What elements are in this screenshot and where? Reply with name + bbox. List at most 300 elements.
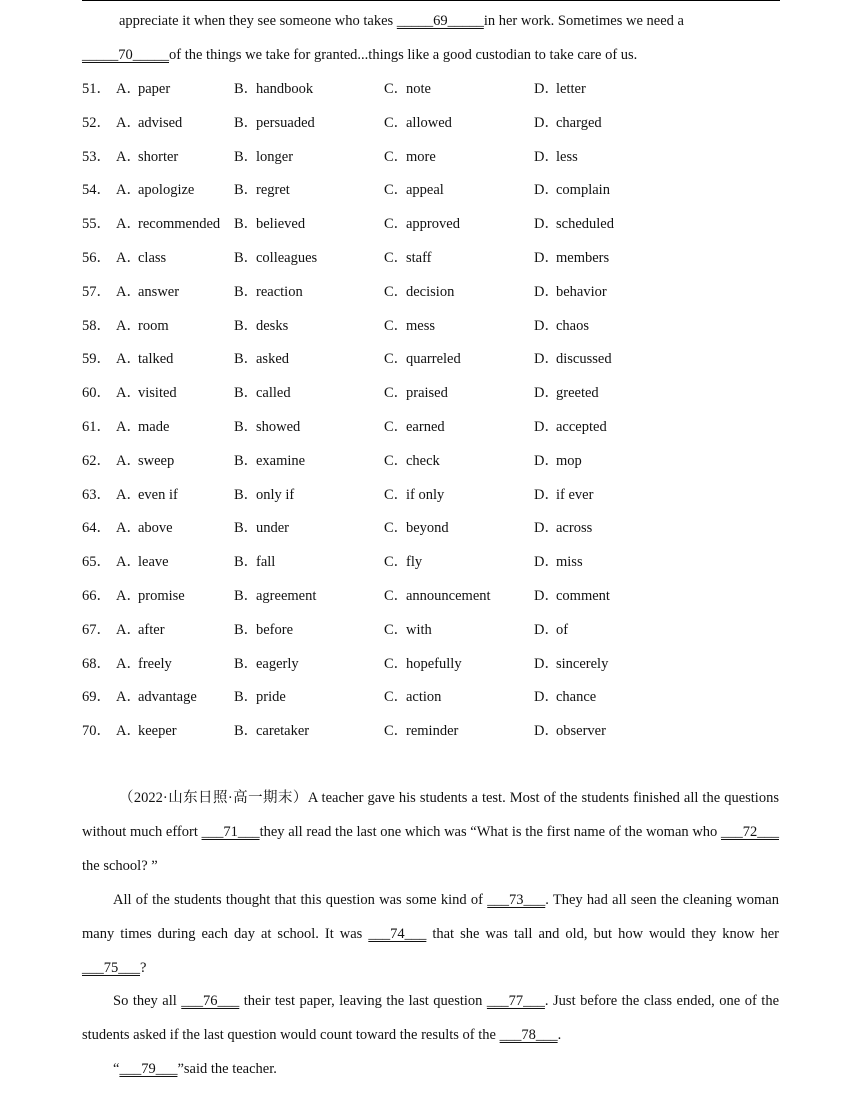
option-letter: C．: [384, 216, 409, 233]
option-letter: B．: [234, 452, 259, 469]
option-text: regret: [256, 182, 290, 199]
option-text: fall: [256, 554, 276, 571]
option-text: quarreled: [406, 351, 461, 368]
option-b: [234, 208, 305, 242]
option-letter: B．: [234, 621, 259, 638]
option-b: [234, 242, 317, 276]
option-letter: D．: [534, 351, 559, 368]
option-letter: B．: [234, 723, 259, 740]
option-letter: C．: [384, 385, 409, 402]
option-text: apologize: [138, 182, 195, 199]
option-letter: D．: [534, 689, 559, 706]
option-text: keeper: [138, 723, 177, 740]
option-b: [234, 343, 289, 377]
option-d: [534, 411, 607, 445]
option-b: [234, 546, 275, 580]
option-text: action: [406, 689, 442, 706]
option-text: charged: [556, 114, 602, 131]
option-text: mess: [406, 317, 435, 334]
option-a: [116, 715, 177, 749]
option-letter: A．: [116, 385, 141, 402]
question-row: [82, 512, 780, 546]
option-letter: C．: [384, 418, 409, 435]
question-number: 53．: [82, 148, 111, 165]
option-letter: D．: [534, 587, 559, 604]
option-d: [534, 479, 593, 513]
option-text: promise: [138, 587, 185, 604]
question-number: 52．: [82, 114, 111, 131]
option-d: [534, 614, 568, 648]
option-d: [534, 73, 586, 107]
option-text: of: [556, 621, 569, 638]
option-text: only if: [256, 486, 295, 503]
question-row: [82, 208, 780, 242]
option-letter: A．: [116, 723, 141, 740]
option-letter: A．: [116, 655, 141, 672]
option-a: [116, 107, 182, 141]
option-letter: B．: [234, 486, 259, 503]
option-text: across: [556, 520, 593, 537]
option-c: [384, 242, 432, 276]
option-letter: A．: [116, 216, 141, 233]
option-text: reaction: [256, 283, 303, 300]
passage-text: “: [113, 1061, 120, 1077]
option-a: [116, 276, 179, 310]
question-row: [82, 411, 780, 445]
option-text: sincerely: [556, 655, 609, 672]
option-text: announcement: [406, 587, 491, 604]
option-d: [534, 174, 610, 208]
passage-paragraph-1: [82, 782, 779, 883]
passage-text: . They had all seen the cleaning woman many times during each day at school. It was: [82, 892, 779, 942]
option-d: [534, 512, 592, 546]
option-a: [116, 580, 185, 614]
option-letter: B．: [234, 554, 259, 571]
option-letter: C．: [384, 351, 409, 368]
passage-text: . Just before the class ended, one of the students asked if the last question would count toward the results of the: [82, 993, 779, 1043]
option-a: [116, 445, 174, 479]
question-row: [82, 445, 780, 479]
option-text: approved: [406, 216, 460, 233]
option-text: visited: [138, 385, 177, 402]
option-text: members: [556, 249, 610, 266]
question-number: 51．: [82, 81, 111, 97]
option-c: [384, 73, 431, 107]
question-number: 61．: [82, 418, 111, 435]
question-number: 58．: [82, 317, 111, 334]
option-text: if only: [406, 486, 445, 503]
passage-paragraph-3: [82, 985, 779, 1053]
option-b: [234, 377, 291, 411]
option-d: [534, 681, 596, 715]
option-letter: B．: [234, 385, 259, 402]
option-text: observer: [556, 723, 606, 740]
question-row: [82, 681, 780, 715]
question-number: 68．: [82, 655, 111, 672]
option-letter: A．: [116, 452, 141, 469]
source-label: （2022·山东日照·高一期末）: [119, 790, 308, 806]
option-text: staff: [406, 249, 432, 266]
option-letter: A．: [116, 689, 141, 706]
option-text: recommended: [138, 216, 221, 233]
option-b: [234, 73, 313, 107]
option-c: [384, 107, 452, 141]
option-letter: C．: [384, 486, 409, 503]
option-letter: D．: [534, 655, 559, 672]
option-letter: D．: [534, 249, 559, 266]
option-letter: A．: [116, 182, 141, 199]
option-d: [534, 310, 589, 344]
question-number: 54．: [82, 182, 111, 199]
option-letter: D．: [534, 317, 559, 334]
option-b: [234, 174, 290, 208]
option-c: [384, 546, 422, 580]
option-letter: A．: [116, 587, 141, 604]
option-letter: B．: [234, 351, 259, 368]
option-text: pride: [256, 689, 286, 706]
option-letter: C．: [384, 114, 409, 131]
passage-text: their test paper, leaving the last question: [239, 993, 487, 1009]
intro-text: in her work. Sometimes we need a: [483, 13, 684, 29]
option-a: [116, 411, 169, 445]
option-text: letter: [556, 81, 586, 97]
option-text: beyond: [406, 520, 449, 537]
option-d: [534, 715, 606, 749]
question-row: [82, 580, 780, 614]
option-letter: D．: [534, 148, 559, 165]
option-c: [384, 343, 461, 377]
option-letter: B．: [234, 216, 259, 233]
blank-73: ___73___: [487, 892, 546, 908]
option-a: [116, 343, 173, 377]
option-letter: A．: [116, 148, 141, 165]
option-b: [234, 107, 315, 141]
question-number: 59．: [82, 351, 111, 368]
blank-76: ___76___: [181, 993, 240, 1009]
option-text: shorter: [138, 148, 179, 165]
question-row: [82, 715, 780, 749]
option-text: mop: [556, 452, 582, 469]
intro-paragraph: [82, 5, 779, 73]
option-d: [534, 141, 578, 175]
passage-text: the school? ”: [82, 857, 158, 874]
option-b: [234, 512, 289, 546]
option-a: [116, 310, 169, 344]
option-letter: D．: [534, 81, 559, 97]
intro-text: appreciate it when they see someone who takes: [119, 13, 397, 29]
option-text: believed: [256, 216, 306, 233]
option-letter: B．: [234, 249, 259, 266]
option-letter: D．: [534, 216, 559, 233]
option-text: made: [138, 418, 170, 435]
question-number: 69．: [82, 689, 111, 706]
option-text: desks: [256, 317, 289, 334]
option-letter: D．: [534, 621, 559, 638]
passage-text: they all read the last one which was “What is the first name of the woman who: [259, 823, 722, 840]
passage-text: A teacher gave his students a test. Most of the students finished all the questions without much effort: [82, 790, 779, 840]
option-a: [116, 242, 166, 276]
option-text: paper: [138, 81, 171, 97]
option-text: if ever: [556, 486, 594, 503]
option-letter: A．: [116, 81, 141, 97]
option-letter: C．: [384, 249, 409, 266]
question-number: 57．: [82, 283, 111, 300]
option-letter: C．: [384, 317, 409, 334]
option-a: [116, 512, 173, 546]
question-row: [82, 614, 780, 648]
question-row: [82, 310, 780, 344]
option-c: [384, 276, 454, 310]
option-d: [534, 648, 608, 682]
blank-72: ___72___: [721, 823, 780, 840]
option-c: [384, 681, 441, 715]
question-number: 62．: [82, 452, 111, 469]
option-letter: C．: [384, 148, 409, 165]
option-letter: B．: [234, 689, 259, 706]
option-letter: D．: [534, 418, 559, 435]
option-letter: C．: [384, 621, 409, 638]
option-text: class: [138, 249, 167, 266]
option-text: comment: [556, 587, 610, 604]
option-text: agreement: [256, 587, 317, 604]
option-letter: C．: [384, 587, 409, 604]
option-text: more: [406, 148, 436, 165]
blank-74: ___74___: [368, 925, 427, 942]
option-letter: D．: [534, 452, 559, 469]
question-number: 65．: [82, 554, 111, 571]
option-text: leave: [138, 554, 169, 571]
option-text: advised: [138, 114, 183, 131]
option-text: less: [556, 148, 578, 165]
option-letter: B．: [234, 81, 259, 97]
question-number: 63．: [82, 486, 111, 503]
option-letter: C．: [384, 283, 409, 300]
option-text: persuaded: [256, 114, 315, 131]
option-letter: A．: [116, 418, 141, 435]
option-b: [234, 614, 293, 648]
option-letter: B．: [234, 655, 259, 672]
option-letter: A．: [116, 621, 141, 638]
blank-77: ___77___: [486, 993, 545, 1009]
option-letter: A．: [116, 283, 141, 300]
option-letter: D．: [534, 520, 559, 537]
question-row: [82, 73, 780, 107]
option-c: [384, 411, 445, 445]
question-row: [82, 479, 780, 513]
option-text: scheduled: [556, 216, 614, 233]
option-a: [116, 73, 170, 107]
option-letter: C．: [384, 81, 409, 97]
option-text: behavior: [556, 283, 607, 300]
option-letter: B．: [234, 317, 259, 334]
option-text: earned: [406, 418, 445, 435]
option-letter: D．: [534, 723, 559, 740]
option-letter: A．: [116, 554, 141, 571]
option-letter: B．: [234, 114, 259, 131]
option-text: after: [138, 621, 165, 638]
option-text: even if: [138, 486, 178, 503]
option-text: allowed: [406, 114, 452, 131]
question-number: 56．: [82, 249, 111, 266]
blank-70: _____70_____: [82, 46, 169, 63]
option-c: [384, 648, 462, 682]
option-letter: D．: [534, 283, 559, 300]
option-text: under: [256, 520, 290, 537]
option-d: [534, 580, 610, 614]
passage-text: that she was tall and old, but how would they know her: [426, 925, 779, 942]
option-c: [384, 174, 444, 208]
option-b: [234, 681, 286, 715]
blank-71: ___71___: [201, 823, 260, 840]
option-letter: D．: [534, 385, 559, 402]
option-text: hopefully: [406, 655, 462, 672]
question-row: [82, 546, 780, 580]
passage-paragraph-2: [82, 884, 779, 985]
option-c: [384, 479, 444, 513]
option-letter: D．: [534, 114, 559, 131]
option-a: [116, 614, 165, 648]
option-letter: C．: [384, 182, 409, 199]
option-text: sweep: [138, 452, 175, 469]
option-b: [234, 479, 294, 513]
option-b: [234, 580, 316, 614]
option-text: asked: [256, 351, 290, 368]
option-b: [234, 310, 288, 344]
option-letter: B．: [234, 148, 259, 165]
question-row: [82, 343, 780, 377]
option-text: decision: [406, 283, 455, 300]
option-text: longer: [256, 148, 294, 165]
option-letter: C．: [384, 452, 409, 469]
option-letter: B．: [234, 587, 259, 604]
option-c: [384, 208, 460, 242]
option-text: showed: [256, 418, 301, 435]
option-text: answer: [138, 283, 180, 300]
option-text: eagerly: [256, 655, 299, 672]
option-text: check: [406, 452, 440, 469]
passage-text: All of the students thought that this question was some kind of: [113, 892, 488, 908]
option-letter: D．: [534, 486, 559, 503]
option-letter: C．: [384, 554, 409, 571]
options-list: [82, 73, 780, 749]
option-text: handbook: [256, 81, 314, 97]
option-text: complain: [556, 182, 610, 199]
option-text: praised: [406, 385, 448, 402]
option-a: [116, 208, 220, 242]
blank-78: ___78___: [499, 1026, 558, 1043]
option-c: [384, 715, 458, 749]
question-number: 64．: [82, 520, 111, 537]
option-text: before: [256, 621, 294, 638]
option-letter: A．: [116, 486, 141, 503]
option-text: note: [406, 81, 431, 97]
question-number: 70．: [82, 723, 111, 740]
option-letter: B．: [234, 182, 259, 199]
option-letter: B．: [234, 418, 259, 435]
passage-text: ”said the teacher.: [177, 1061, 277, 1077]
option-text: colleagues: [256, 249, 318, 266]
option-letter: D．: [534, 554, 559, 571]
question-row: [82, 648, 780, 682]
option-text: with: [406, 621, 432, 638]
option-text: chance: [556, 689, 597, 706]
option-letter: C．: [384, 520, 409, 537]
option-c: [384, 614, 432, 648]
passage-text: .: [557, 1026, 562, 1043]
question-number: 67．: [82, 621, 111, 638]
option-letter: A．: [116, 249, 141, 266]
option-b: [234, 715, 309, 749]
option-d: [534, 107, 602, 141]
intro-text: of the things we take for granted...things like a good custodian to take care of us.: [169, 46, 638, 63]
option-d: [534, 343, 612, 377]
option-text: above: [138, 520, 173, 537]
option-d: [534, 546, 583, 580]
option-text: discussed: [556, 351, 612, 368]
option-text: talked: [138, 351, 174, 368]
blank-79: ___79___: [119, 1061, 178, 1077]
passage-text: So they all: [113, 993, 182, 1009]
option-letter: C．: [384, 689, 409, 706]
option-text: appeal: [406, 182, 444, 199]
option-a: [116, 479, 178, 513]
question-number: 66．: [82, 587, 111, 604]
option-d: [534, 242, 609, 276]
option-letter: B．: [234, 283, 259, 300]
option-a: [116, 377, 177, 411]
option-c: [384, 377, 448, 411]
option-letter: B．: [234, 520, 259, 537]
top-rule: [82, 0, 780, 1]
option-b: [234, 411, 300, 445]
option-d: [534, 208, 614, 242]
option-c: [384, 141, 436, 175]
question-row: [82, 141, 780, 175]
option-a: [116, 648, 172, 682]
option-b: [234, 276, 303, 310]
option-a: [116, 174, 194, 208]
option-text: room: [138, 317, 169, 334]
blank-69: _____69_____: [396, 13, 484, 29]
option-text: chaos: [556, 317, 590, 334]
option-c: [384, 580, 491, 614]
question-number: 60．: [82, 385, 111, 402]
option-a: [116, 546, 169, 580]
passage-paragraph-4: [82, 1053, 779, 1087]
option-text: miss: [556, 554, 583, 571]
option-text: advantage: [138, 689, 197, 706]
blank-75: ___75___: [82, 959, 140, 976]
option-letter: A．: [116, 317, 141, 334]
option-d: [534, 276, 607, 310]
option-text: greeted: [556, 385, 599, 402]
option-letter: A．: [116, 520, 141, 537]
option-letter: A．: [116, 114, 141, 131]
passage-text: ?: [140, 959, 147, 976]
option-c: [384, 445, 440, 479]
option-text: fly: [406, 554, 423, 571]
question-row: [82, 107, 780, 141]
option-a: [116, 141, 178, 175]
option-letter: D．: [534, 182, 559, 199]
option-letter: C．: [384, 655, 409, 672]
option-c: [384, 512, 449, 546]
option-text: freely: [138, 655, 172, 672]
question-row: [82, 276, 780, 310]
option-letter: C．: [384, 723, 409, 740]
option-c: [384, 310, 435, 344]
option-d: [534, 445, 582, 479]
